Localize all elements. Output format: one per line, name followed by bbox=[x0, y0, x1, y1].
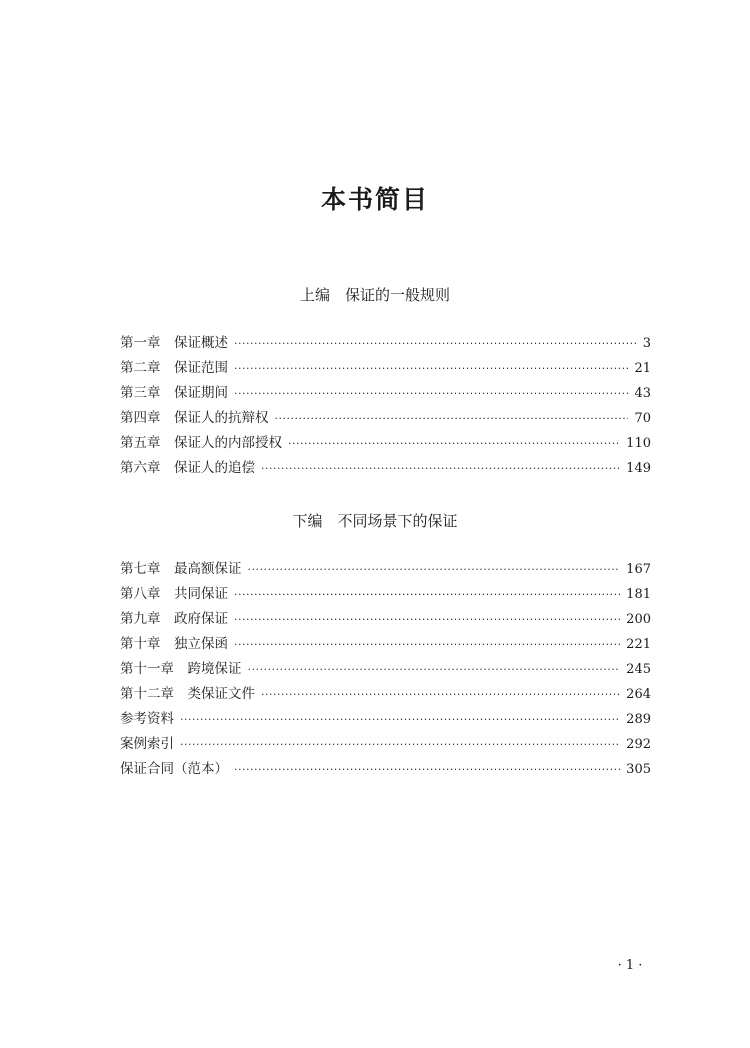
toc-entry-page: 289 bbox=[626, 712, 651, 727]
toc-entry-label: 保证合同（范本） bbox=[120, 761, 228, 777]
toc-entry-page: 292 bbox=[626, 737, 651, 752]
toc-entry-label: 第八章 共同保证 bbox=[120, 586, 228, 602]
toc-entry-label: 案例索引 bbox=[120, 736, 174, 752]
toc-entry-label: 第十章 独立保函 bbox=[120, 636, 228, 652]
toc-entry-page: 21 bbox=[634, 361, 651, 376]
toc-entry-page: 3 bbox=[642, 336, 651, 351]
part2-heading: 下编 不同场景下的保证 bbox=[292, 512, 458, 530]
toc-entry[interactable] bbox=[120, 557, 651, 582]
toc-entry-label: 第五章 保证人的内部授权 bbox=[120, 435, 282, 451]
toc-dot-leader bbox=[234, 607, 620, 632]
toc-entry-page: 221 bbox=[626, 637, 651, 652]
toc-entry-label: 第二章 保证范围 bbox=[120, 360, 228, 376]
toc-entry[interactable] bbox=[120, 456, 651, 481]
toc-dot-leader bbox=[288, 431, 620, 456]
toc-dot-leader bbox=[234, 381, 628, 406]
toc-entry[interactable] bbox=[120, 732, 651, 757]
toc-dot-leader bbox=[234, 632, 620, 657]
toc-entry-label: 第四章 保证人的抗辩权 bbox=[120, 410, 269, 426]
toc-entry-page: 305 bbox=[626, 762, 651, 777]
toc-entry-label: 第七章 最高额保证 bbox=[120, 561, 242, 577]
toc-entry-label: 第十二章 类保证文件 bbox=[120, 686, 255, 702]
toc-entry[interactable] bbox=[120, 607, 651, 632]
toc-entry-label: 第六章 保证人的追偿 bbox=[120, 460, 255, 476]
toc-entry[interactable] bbox=[120, 356, 651, 381]
toc-dot-leader bbox=[275, 406, 629, 431]
toc-entry-page: 167 bbox=[626, 562, 651, 577]
toc-entry-page: 110 bbox=[626, 436, 651, 451]
toc-entry-page: 245 bbox=[626, 662, 651, 677]
toc-dot-leader bbox=[261, 456, 620, 481]
toc-entry[interactable] bbox=[120, 632, 651, 657]
toc-dot-leader bbox=[261, 682, 620, 707]
part1-heading: 上编 保证的一般规则 bbox=[299, 286, 450, 304]
page-number: · 1 · bbox=[617, 958, 643, 973]
toc-entry[interactable] bbox=[120, 682, 651, 707]
toc-dot-leader bbox=[180, 732, 620, 757]
part2-toc-list bbox=[120, 557, 651, 782]
toc-entry-label: 第一章 保证概述 bbox=[120, 335, 228, 351]
toc-entry-page: 264 bbox=[626, 687, 651, 702]
toc-entry-page: 200 bbox=[626, 612, 651, 627]
toc-entry-label: 参考资料 bbox=[120, 711, 174, 727]
toc-dot-leader bbox=[234, 356, 628, 381]
toc-dot-leader bbox=[180, 707, 620, 732]
toc-entry-label: 第九章 政府保证 bbox=[120, 611, 228, 627]
toc-entry[interactable] bbox=[120, 707, 651, 732]
toc-entry-page: 70 bbox=[634, 411, 651, 426]
toc-dot-leader bbox=[248, 657, 621, 682]
toc-entry-label: 第十一章 跨境保证 bbox=[120, 661, 242, 677]
toc-entry[interactable] bbox=[120, 381, 651, 406]
toc-dot-leader bbox=[234, 331, 637, 356]
toc-entry-page: 43 bbox=[634, 386, 651, 401]
toc-entry-page: 181 bbox=[626, 587, 651, 602]
toc-dot-leader bbox=[234, 582, 620, 607]
toc-entry[interactable] bbox=[120, 757, 651, 782]
toc-entry-label: 第三章 保证期间 bbox=[120, 385, 228, 401]
part1-toc-list bbox=[120, 331, 651, 481]
toc-dot-leader bbox=[248, 557, 621, 582]
toc-entry[interactable] bbox=[120, 582, 651, 607]
page-title: 本书简目 bbox=[320, 185, 429, 214]
toc-entry[interactable] bbox=[120, 406, 651, 431]
toc-entry[interactable] bbox=[120, 657, 651, 682]
toc-entry[interactable] bbox=[120, 431, 651, 456]
toc-entry-page: 149 bbox=[626, 461, 651, 476]
toc-entry[interactable] bbox=[120, 331, 651, 356]
toc-dot-leader bbox=[234, 757, 620, 782]
